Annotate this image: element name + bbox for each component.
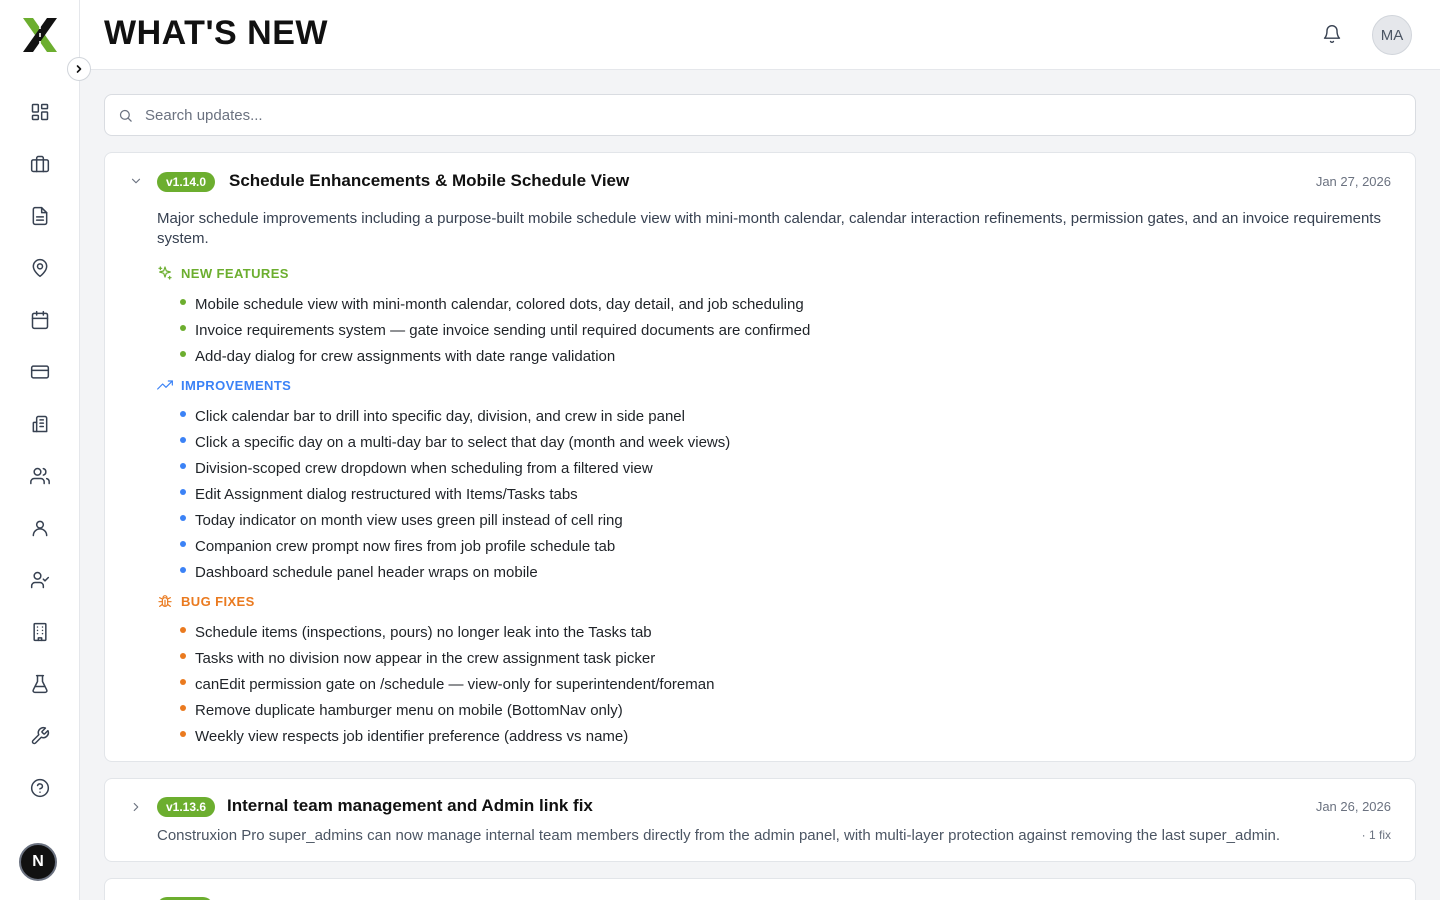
improvements-section xyxy=(157,377,1387,585)
section-label: NEW FEATURES xyxy=(181,265,289,281)
chevron-right-icon xyxy=(74,64,84,74)
release-card[interactable] xyxy=(104,778,1416,862)
list-item-text: Companion crew prompt now fires from job profile schedule tab xyxy=(195,537,616,555)
release-title[interactable]: Internal team management and Admin link fix xyxy=(227,796,593,815)
bug-icon xyxy=(157,593,173,609)
bell-icon xyxy=(1322,24,1342,44)
list-item xyxy=(180,403,1387,429)
sidebar-item-tools[interactable] xyxy=(0,710,80,762)
page-title: WHAT'S NEW xyxy=(104,14,328,52)
calendar-icon xyxy=(30,310,50,330)
users-icon xyxy=(30,466,50,486)
list-item-text: Weekly view respects job identifier preference (address vs name) xyxy=(195,727,629,745)
sparkles-icon xyxy=(157,265,173,281)
avatar[interactable]: MA xyxy=(1372,15,1412,55)
list-item-text: Division-scoped crew dropdown when scheduling from a filtered view xyxy=(195,459,653,477)
section-label: IMPROVEMENTS xyxy=(181,377,292,393)
bullet-dot xyxy=(180,679,186,685)
bullet-dot xyxy=(180,325,186,331)
list-item-text: Tasks with no division now appear in the crew assignment task picker xyxy=(195,649,656,667)
list-item xyxy=(180,429,1387,455)
bullet-dot xyxy=(180,299,186,305)
release-title[interactable]: Schedule Enhancements & Mobile Schedule View xyxy=(229,171,630,190)
list-item xyxy=(180,723,1387,749)
list-item-text: Click a specific day on a multi-day bar to select that day (month and week views) xyxy=(195,433,731,451)
new-features-section xyxy=(157,265,1387,369)
reports-icon xyxy=(30,414,50,434)
list-item-text: Schedule items (inspections, pours) no longer leak into the Tasks tab xyxy=(195,623,652,641)
expand-toggle[interactable] xyxy=(129,800,145,816)
list-item xyxy=(180,697,1387,723)
list-item-text: Remove duplicate hamburger menu on mobile (BottomNav only) xyxy=(195,701,623,719)
release-summary: Major schedule improvements including a purpose-built mobile schedule view with mini-month calendar, calendar interaction refinements, permission gates, and an invoice requirements system. xyxy=(157,210,1381,247)
sidebar-item-schedule[interactable] xyxy=(0,294,80,346)
search-icon xyxy=(118,108,133,123)
list-item-text: Invoice requirements system — gate invoice sending until required documents are confirmed xyxy=(195,321,811,339)
list-item-text: Today indicator on month view uses green pill instead of cell ring xyxy=(195,511,623,529)
bullet-dot xyxy=(180,351,186,357)
bullet-dot xyxy=(180,463,186,469)
sidebar xyxy=(0,0,80,900)
sidebar-item-documents[interactable] xyxy=(0,190,80,242)
bullet-dot xyxy=(180,515,186,521)
sidebar-nav xyxy=(0,86,80,814)
building-icon xyxy=(30,622,50,642)
bug-fixes-section xyxy=(157,593,1387,749)
bullet-dot xyxy=(180,731,186,737)
page-header xyxy=(80,0,1440,70)
bullet-dot xyxy=(180,653,186,659)
document-icon xyxy=(30,206,50,226)
fix-count: · 1 fix xyxy=(1361,828,1391,842)
bullet-dot xyxy=(180,627,186,633)
map-pin-icon xyxy=(30,258,50,278)
dev-tools-badge[interactable]: N xyxy=(19,843,57,881)
bullet-dot xyxy=(180,567,186,573)
collapse-toggle[interactable] xyxy=(129,174,145,190)
user-check-icon xyxy=(30,570,50,590)
list-item xyxy=(180,481,1387,507)
release-summary: Construxion Pro super_admins can now manage internal team members directly from the admin panel, with multi-layer protection against removing the last super_admin. xyxy=(157,827,1281,844)
chevron-down-icon xyxy=(129,174,143,188)
list-item xyxy=(180,559,1387,585)
list-item xyxy=(180,455,1387,481)
list-item xyxy=(180,291,1387,317)
help-icon xyxy=(30,778,50,798)
sidebar-item-labs[interactable] xyxy=(0,658,80,710)
search-bar xyxy=(104,94,1416,136)
list-item-text: Mobile schedule view with mini-month calendar, colored dots, day detail, and job scheduling xyxy=(195,295,804,313)
sidebar-collapse-button[interactable] xyxy=(67,57,91,81)
sidebar-item-profile[interactable] xyxy=(0,502,80,554)
sidebar-item-help[interactable] xyxy=(0,762,80,814)
sidebar-item-jobs[interactable] xyxy=(0,138,80,190)
bullet-dot xyxy=(180,541,186,547)
version-badge: v1.13.6 xyxy=(157,797,215,817)
trending-up-icon xyxy=(157,377,173,393)
release-card[interactable] xyxy=(104,878,1416,900)
credit-card-icon xyxy=(30,362,50,382)
list-item xyxy=(180,671,1387,697)
notifications-button[interactable] xyxy=(1322,24,1344,46)
sidebar-item-locations[interactable] xyxy=(0,242,80,294)
sidebar-item-reports[interactable] xyxy=(0,398,80,450)
version-badge: v1.14.0 xyxy=(157,172,215,192)
release-card xyxy=(104,152,1416,762)
section-label: BUG FIXES xyxy=(181,593,255,609)
list-item xyxy=(180,507,1387,533)
flask-icon xyxy=(30,674,50,694)
sidebar-item-assignments[interactable] xyxy=(0,554,80,606)
sidebar-item-company[interactable] xyxy=(0,606,80,658)
search-input[interactable] xyxy=(145,95,1405,135)
bullet-dot xyxy=(180,705,186,711)
list-item xyxy=(180,533,1387,559)
sidebar-item-team[interactable] xyxy=(0,450,80,502)
briefcase-icon xyxy=(30,154,50,174)
list-item-text: Click calendar bar to drill into specific day, division, and crew in side panel xyxy=(195,407,685,425)
section-heading xyxy=(157,593,1387,609)
list-item-text: Edit Assignment dialog restructured with Items/Tasks tabs xyxy=(195,485,578,503)
list-item xyxy=(180,317,1387,343)
list-item xyxy=(180,645,1387,671)
wrench-icon xyxy=(30,726,50,746)
sidebar-item-dashboard[interactable] xyxy=(0,86,80,138)
section-heading xyxy=(157,377,1387,393)
release-date: Jan 26, 2026 xyxy=(1315,799,1391,814)
list-item xyxy=(180,343,1387,369)
list-item-text: canEdit permission gate on /schedule — view-only for superintendent/foreman xyxy=(195,675,715,693)
user-icon xyxy=(30,518,50,538)
logo[interactable] xyxy=(20,15,60,55)
section-heading xyxy=(157,265,1387,281)
list-item-text: Dashboard schedule panel header wraps on mobile xyxy=(195,563,538,581)
sidebar-item-billing[interactable] xyxy=(0,346,80,398)
dashboard-icon xyxy=(30,102,50,122)
bullet-dot xyxy=(180,489,186,495)
release-date: Jan 27, 2026 xyxy=(1315,174,1391,189)
chevron-right-icon xyxy=(129,800,143,814)
bullet-dot xyxy=(180,411,186,417)
list-item-text: Add-day dialog for crew assignments with date range validation xyxy=(195,347,616,365)
bullet-dot xyxy=(180,437,186,443)
list-item xyxy=(180,619,1387,645)
